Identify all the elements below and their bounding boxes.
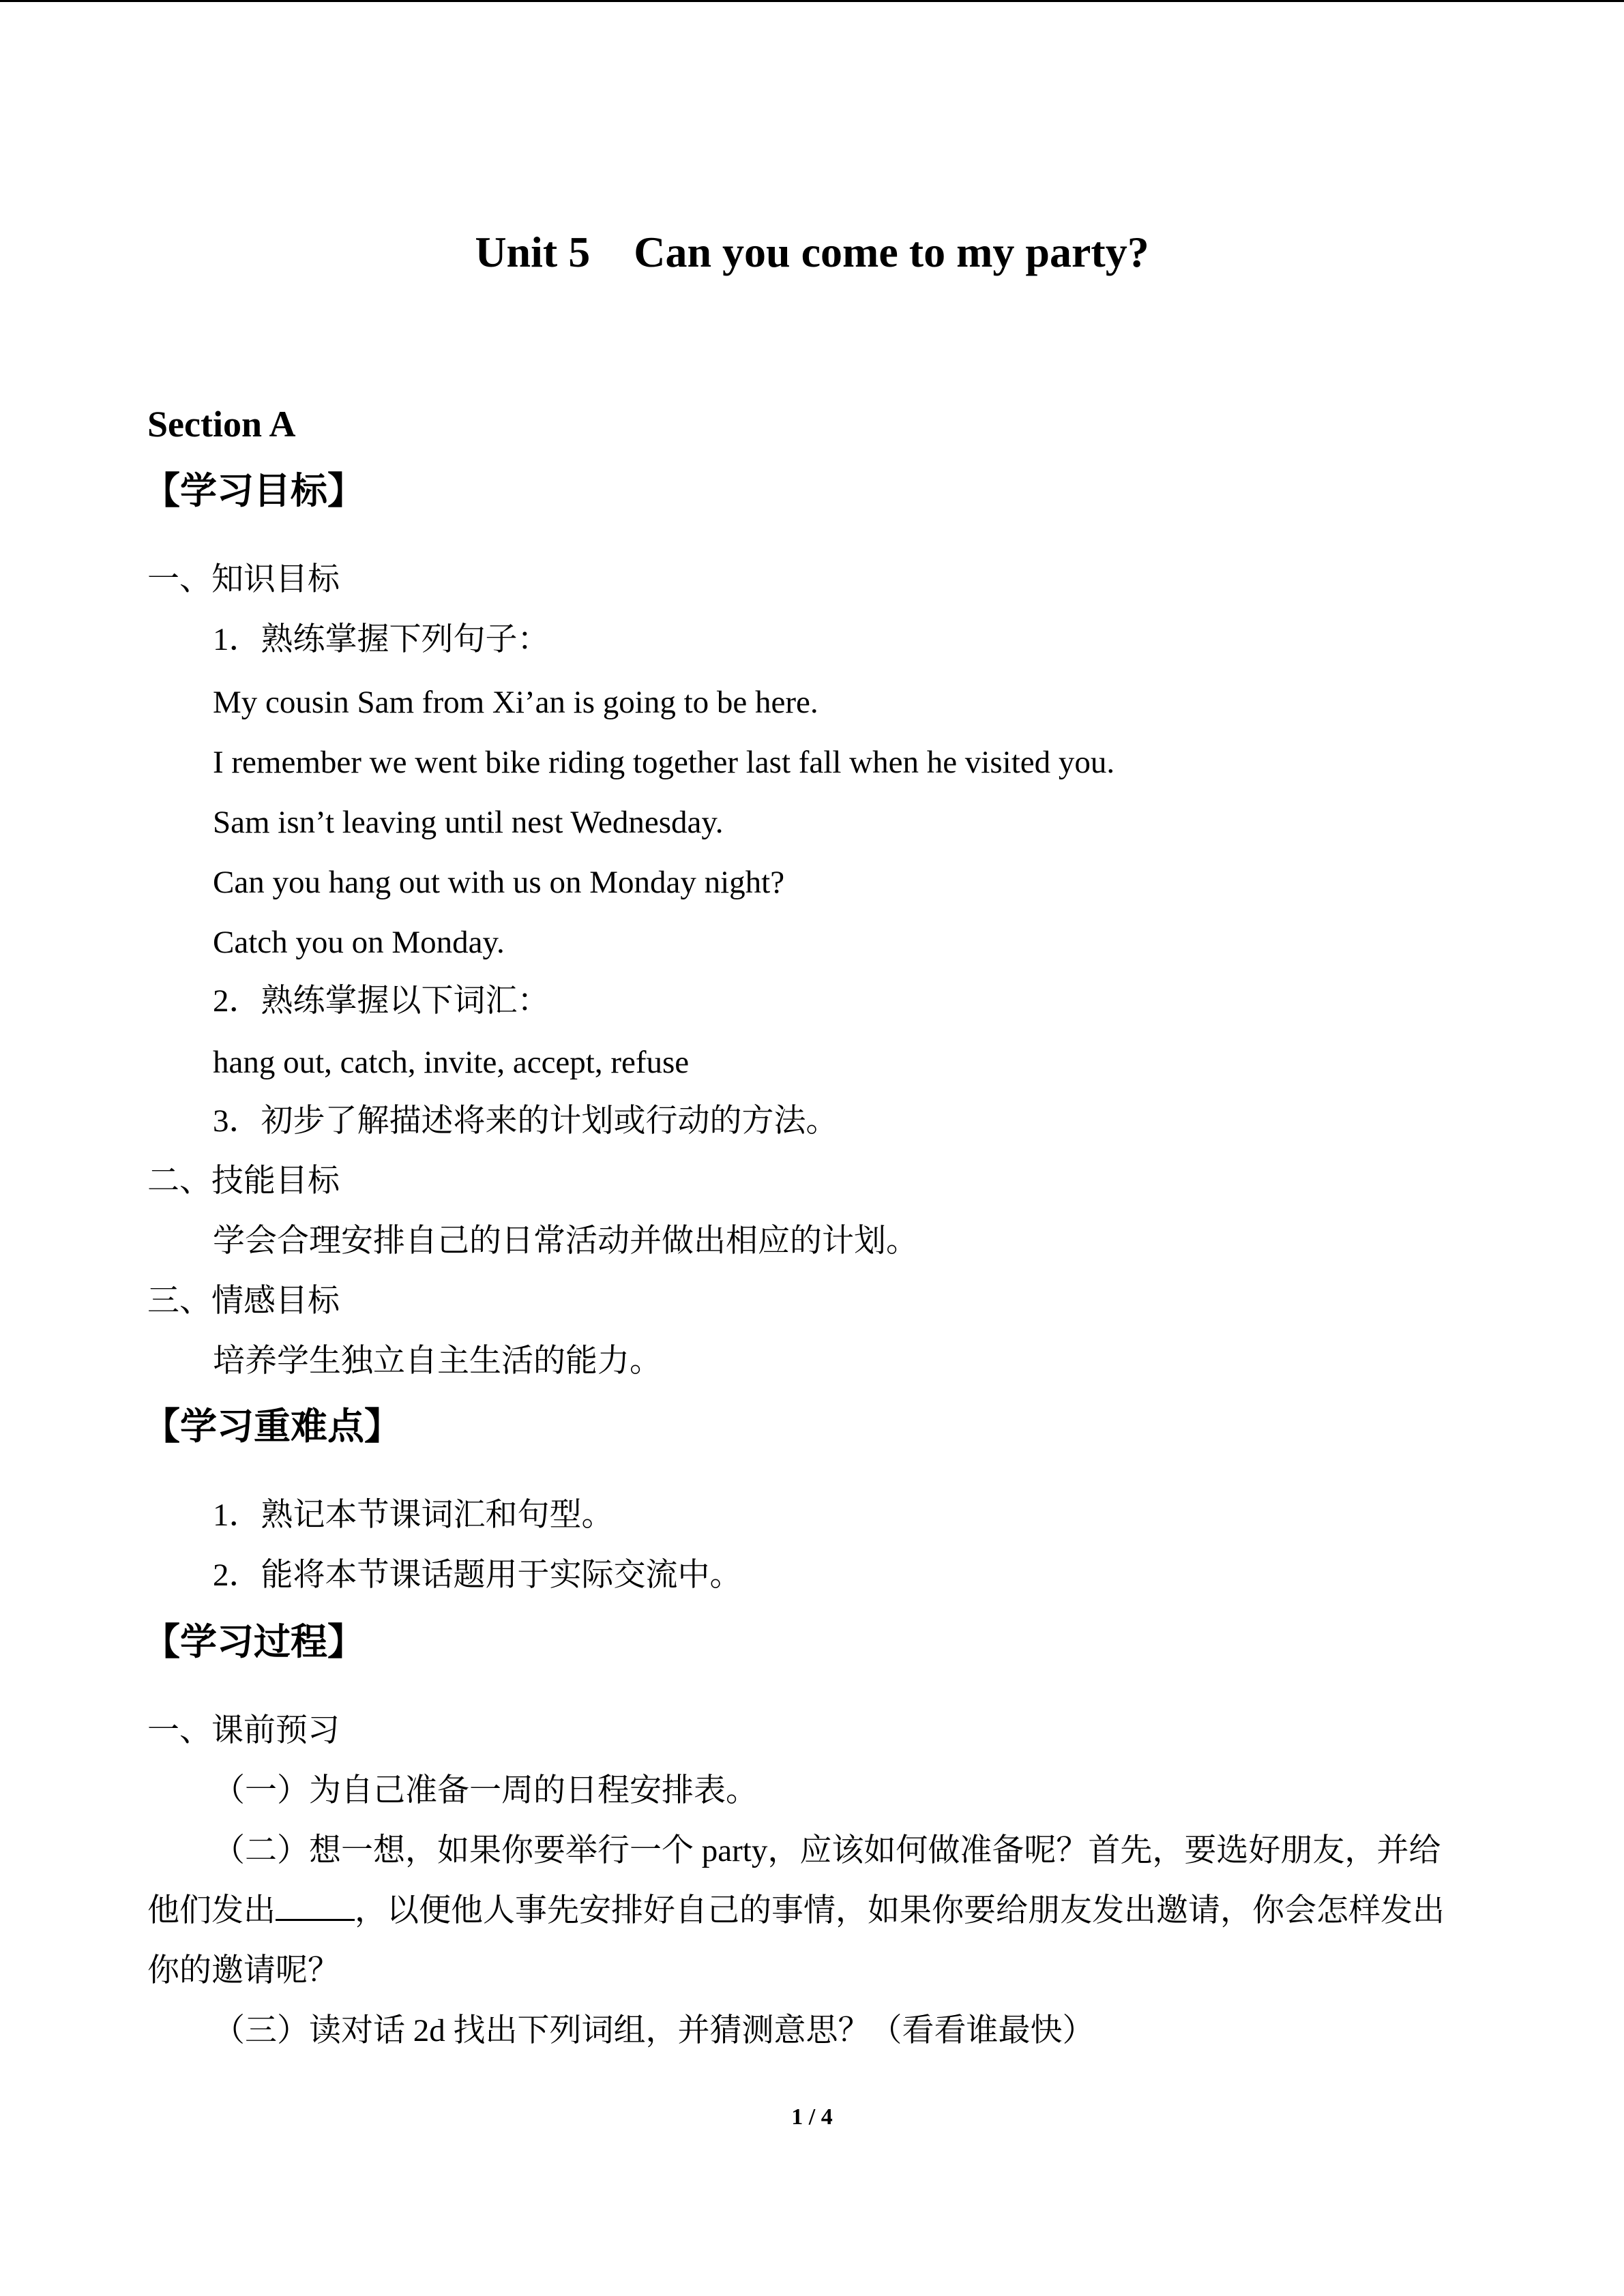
preview-heading: 一、课前预习 <box>147 1713 340 1748</box>
sentence-2: I remember we went bike riding together last fall when he visited you. <box>213 745 1115 780</box>
emotion-goals-text: 培养学生独立自主生活的能力。 <box>213 1343 662 1379</box>
key-point-1: 1．熟记本节课词汇和句型。 <box>213 1497 614 1533</box>
knowledge-item-2: 2．熟练掌握以下词汇： <box>213 983 550 1019</box>
preview-item-2-line-2 <box>147 1890 1445 1931</box>
fill-in-blank[interactable] <box>276 1892 355 1921</box>
process-heading: 【学习过程】 <box>143 1620 364 1663</box>
preview-item-2-line-1: （二）想一想，如果你要举行一个 party，应该如何做准备呢？首先，要选好朋友，并给 <box>213 1833 1441 1868</box>
preview-item-2-line-3: 你的邀请呢？ <box>147 1953 340 1988</box>
emotion-goals-heading: 三、情感目标 <box>147 1283 340 1319</box>
sentence-4: Can you hang out with us on Monday night? <box>213 865 785 900</box>
sentence-1: My cousin Sam from Xi’an is going to be here. <box>213 685 818 720</box>
learning-goals-heading: 【学习目标】 <box>143 469 364 512</box>
preview-item-2-text-before-blank: 他们发出 <box>147 1893 276 1928</box>
preview-item-2-text-after-blank: ，以便他人事先安排好自己的事情，如果你要给朋友发出邀请，你会怎样发出 <box>355 1893 1445 1928</box>
page-number: 1 / 4 <box>791 2104 833 2130</box>
knowledge-item-1: 1．熟练掌握下列句子： <box>213 622 550 657</box>
skills-goals-text: 学会合理安排自己的日常活动并做出相应的计划。 <box>213 1223 918 1259</box>
page-title: Unit 5 Can you come to my party? <box>475 228 1149 276</box>
key-point-2: 2．能将本节课话题用于实际交流中。 <box>213 1557 742 1593</box>
knowledge-goals-heading: 一、知识目标 <box>147 562 340 597</box>
knowledge-item-3: 3．初步了解描述将来的计划或行动的方法。 <box>213 1103 838 1139</box>
section-heading: Section A <box>147 404 296 445</box>
preview-item-3: （三）读对话 2d 找出下列词组，并猜测意思？（看看谁最快） <box>213 2013 1095 2048</box>
key-points-heading: 【学习重难点】 <box>143 1405 401 1448</box>
preview-item-1: （一）为自己准备一周的日程安排表。 <box>213 1773 758 1808</box>
skills-goals-heading: 二、技能目标 <box>147 1163 340 1199</box>
sentence-5: Catch you on Monday. <box>213 925 505 960</box>
vocabulary-list: hang out, catch, invite, accept, refuse <box>213 1045 690 1080</box>
sentence-3: Sam isn’t leaving until nest Wednesday. <box>213 805 724 840</box>
